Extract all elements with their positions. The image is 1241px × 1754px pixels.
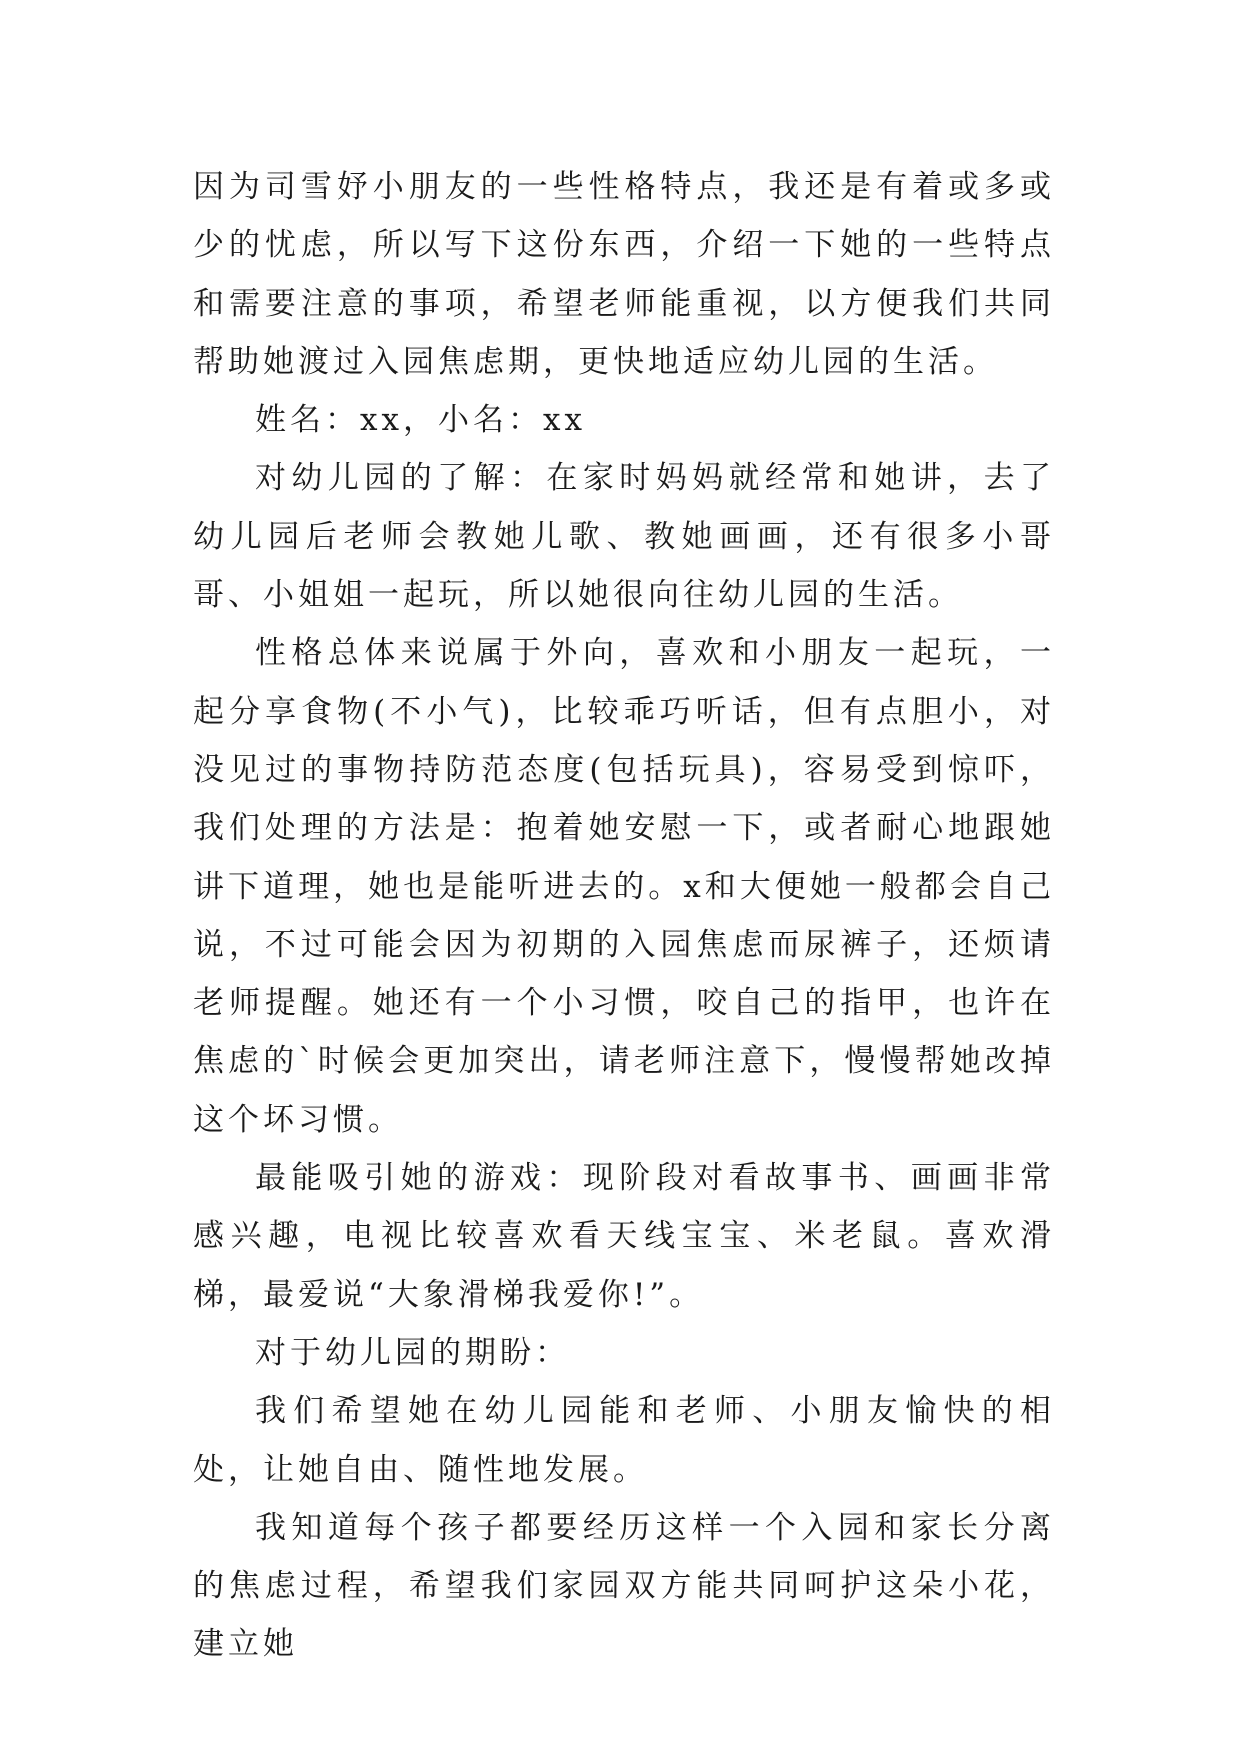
paragraph-kindergarten-understanding: 对幼儿园的了解：在家时妈妈就经常和她讲，去了幼儿园后老师会教她儿歌、教她画画，还有很多小哥哥、小姐姐一起玩，所以她很向往幼儿园的生活。	[193, 460, 1055, 614]
document-body	[193, 158, 1055, 1674]
paragraph-expectations-heading: 对于幼儿园的期盼：	[255, 1334, 570, 1371]
paragraph-personality: 性格总体来说属于外向，喜欢和小朋友一起玩，一起分享食物(不小气)，比较乖巧听话，但有点胆小，对没见过的事物持防范态度(包括玩具)，容易受到惊吓，我们处理的方法是：抱着她安慰一下，或者耐心地跟她讲下道理，她也是能听进去的。x和大便她一般都会自己说，不过可能会因为初期的入园焦虑而尿裤子，还烦请老师提醒。她还有一个小习惯，咬自己的指甲，也许在焦虑的`时候会更加突出，请老师注意下，慢慢帮她改掉这个坏习惯。	[193, 635, 1055, 1138]
paragraph-intro: 因为司雪妤小朋友的一些性格特点，我还是有着或多或少的忧虑，所以写下这份东西，介绍一下她的一些特点和需要注意的事项，希望老师能重视，以方便我们共同帮助她渡过入园焦虑期，更快地适应幼儿园的生活。	[193, 169, 1055, 380]
paragraph-hopes: 我们希望她在幼儿园能和老师、小朋友愉快的相处，让她自由、随性地发展。	[193, 1393, 1055, 1488]
paragraph-favorite-games: 最能吸引她的游戏：现阶段对看故事书、画画非常感兴趣，电视比较喜欢看天线宝宝、米老鼠。喜欢滑梯，最爱说“大象滑梯我爱你!”。	[193, 1160, 1055, 1313]
paragraph-name: 姓名：xx，小名：xx	[255, 402, 586, 439]
paragraph-separation: 我知道每个孩子都要经历这样一个入园和家长分离的焦虑过程，希望我们家园双方能共同呵护这朵小花，建立她	[193, 1509, 1055, 1663]
